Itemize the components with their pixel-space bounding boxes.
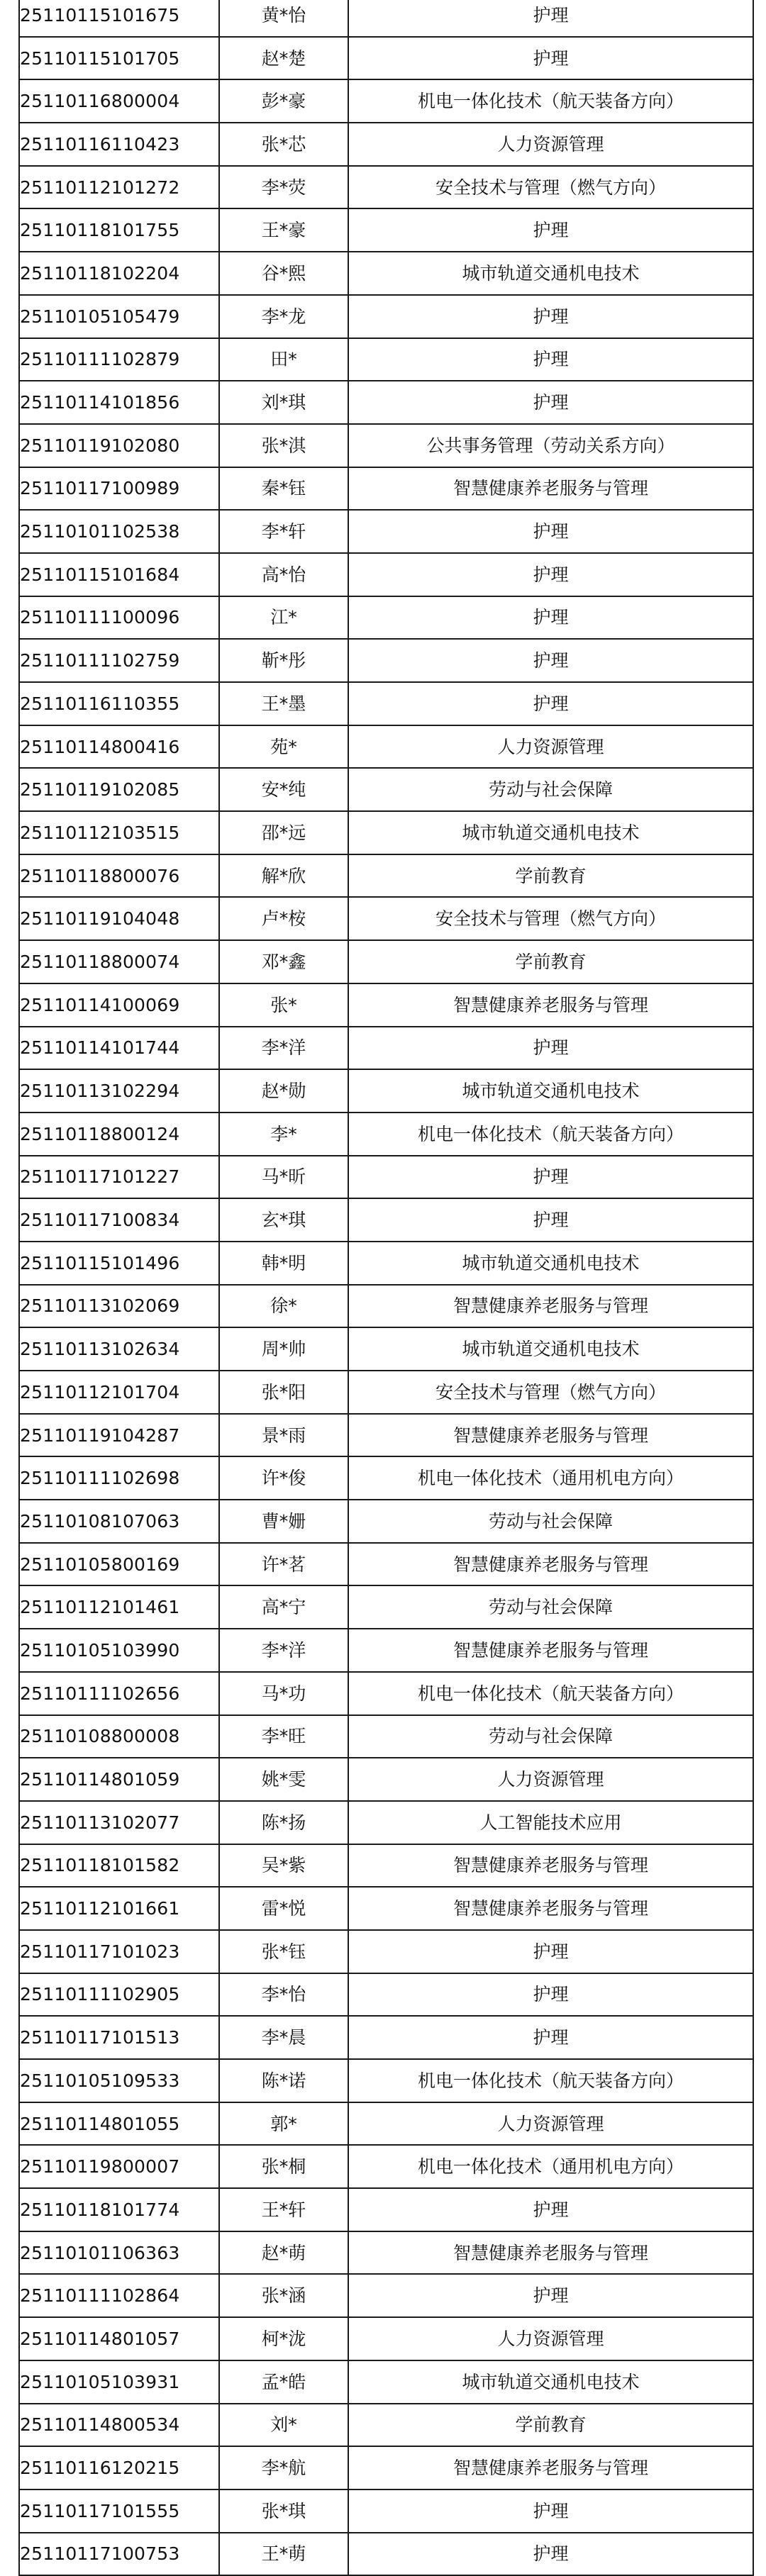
- major-cell: 护理: [348, 596, 753, 640]
- table-row: [19, 811, 753, 854]
- major-cell: 智慧健康养老服务与管理: [348, 1844, 753, 1888]
- table-row: [19, 1156, 753, 1199]
- table-row: [19, 37, 753, 80]
- major-cell: 机电一体化技术（航天装备方向）: [348, 79, 753, 123]
- major-cell: 护理: [348, 208, 753, 252]
- table-row: [19, 768, 753, 811]
- table-row: [19, 2145, 753, 2188]
- student-id-cell: 25110111102879: [19, 338, 219, 381]
- student-id-cell: 25110111100096: [19, 596, 219, 640]
- table-row: [19, 2317, 753, 2360]
- major-cell: 劳动与社会保障: [348, 768, 753, 811]
- major-cell: 护理: [348, 2489, 753, 2533]
- table-row: [19, 0, 753, 37]
- major-cell: 智慧健康养老服务与管理: [348, 1887, 753, 1930]
- student-name-cell: 姚*雯: [219, 1758, 348, 1801]
- student-name-cell: 赵*萌: [219, 2231, 348, 2275]
- major-cell: 护理: [348, 1027, 753, 1070]
- student-name-cell: 王*轩: [219, 2188, 348, 2231]
- major-cell: 机电一体化技术（航天装备方向）: [348, 2059, 753, 2102]
- major-cell: 城市轨道交通机电技术: [348, 252, 753, 295]
- major-cell: 学前教育: [348, 854, 753, 898]
- student-id-cell: 25110105800169: [19, 1543, 219, 1586]
- major-cell: 机电一体化技术（航天装备方向）: [348, 1113, 753, 1156]
- table-row: [19, 1027, 753, 1070]
- table-row: [19, 2404, 753, 2447]
- table-row: [19, 1242, 753, 1285]
- student-name-cell: 曹*姗: [219, 1500, 348, 1543]
- major-cell: 智慧健康养老服务与管理: [348, 1629, 753, 1672]
- student-name-cell: 彭*豪: [219, 79, 348, 123]
- student-id-cell: 25110108107063: [19, 1500, 219, 1543]
- major-cell: 公共事务管理（劳动关系方向）: [348, 424, 753, 467]
- student-id-cell: 25110114800416: [19, 725, 219, 769]
- table-row: [19, 1543, 753, 1586]
- major-cell: 护理: [348, 1930, 753, 1973]
- student-id-cell: 25110114101744: [19, 1027, 219, 1070]
- table-row: [19, 510, 753, 553]
- student-name-cell: 靳*彤: [219, 639, 348, 682]
- table-row: [19, 2446, 753, 2489]
- student-id-cell: 25110114100069: [19, 983, 219, 1027]
- major-cell: 劳动与社会保障: [348, 1715, 753, 1758]
- student-name-cell: 李*洋: [219, 1629, 348, 1672]
- student-name-cell: 王*萌: [219, 2533, 348, 2576]
- student-name-cell: 邵*远: [219, 811, 348, 854]
- table-row: [19, 2188, 753, 2231]
- student-name-cell: 张*: [219, 983, 348, 1027]
- student-id-cell: 25110118101774: [19, 2188, 219, 2231]
- table-row: [19, 725, 753, 769]
- student-id-cell: 25110113102069: [19, 1285, 219, 1328]
- table-row: [19, 424, 753, 467]
- table-row: [19, 1285, 753, 1328]
- student-name-cell: 孟*皓: [219, 2360, 348, 2404]
- student-name-cell: 陈*扬: [219, 1801, 348, 1844]
- table-row: [19, 596, 753, 640]
- student-id-cell: 25110119104287: [19, 1414, 219, 1457]
- student-id-cell: 25110112101461: [19, 1585, 219, 1629]
- student-id-cell: 25110113102634: [19, 1327, 219, 1371]
- major-cell: 安全技术与管理（燃气方向）: [348, 166, 753, 209]
- student-id-cell: 25110114101856: [19, 381, 219, 424]
- major-cell: 机电一体化技术（通用机电方向）: [348, 2145, 753, 2188]
- major-cell: 人力资源管理: [348, 123, 753, 166]
- major-cell: 安全技术与管理（燃气方向）: [348, 1371, 753, 1414]
- table-row: [19, 1844, 753, 1888]
- student-id-cell: 25110117101555: [19, 2489, 219, 2533]
- student-id-cell: 25110118101755: [19, 208, 219, 252]
- student-name-cell: 韩*明: [219, 1242, 348, 1285]
- student-name-cell: 景*雨: [219, 1414, 348, 1457]
- table-row: [19, 2533, 753, 2576]
- table-row: [19, 1327, 753, 1371]
- student-id-cell: 25110118102204: [19, 252, 219, 295]
- table-row: [19, 639, 753, 682]
- major-cell: 护理: [348, 2274, 753, 2317]
- table-row: [19, 2489, 753, 2533]
- table-row: [19, 1198, 753, 1242]
- major-cell: 城市轨道交通机电技术: [348, 811, 753, 854]
- student-name-cell: 张*琪: [219, 2489, 348, 2533]
- student-name-cell: 李*: [219, 1113, 348, 1156]
- table-row: [19, 854, 753, 898]
- table-row: [19, 381, 753, 424]
- major-cell: 安全技术与管理（燃气方向）: [348, 897, 753, 940]
- student-name-cell: 刘*: [219, 2404, 348, 2447]
- student-name-cell: 高*宁: [219, 1585, 348, 1629]
- student-name-cell: 谷*熙: [219, 252, 348, 295]
- table-row: [19, 2274, 753, 2317]
- student-id-cell: 25110112101661: [19, 1887, 219, 1930]
- table-row: [19, 208, 753, 252]
- student-name-cell: 张*淇: [219, 424, 348, 467]
- table-row: [19, 1456, 753, 1500]
- major-cell: 智慧健康养老服务与管理: [348, 983, 753, 1027]
- student-name-cell: 田*: [219, 338, 348, 381]
- student-name-cell: 李*荧: [219, 166, 348, 209]
- table-row: [19, 338, 753, 381]
- table-row: [19, 252, 753, 295]
- student-name-cell: 张*芯: [219, 123, 348, 166]
- table-row: [19, 1414, 753, 1457]
- student-name-cell: 高*怡: [219, 553, 348, 596]
- student-name-cell: 周*帅: [219, 1327, 348, 1371]
- student-name-cell: 赵*楚: [219, 37, 348, 80]
- table-row: [19, 2231, 753, 2275]
- student-name-cell: 李*怡: [219, 1973, 348, 2017]
- major-cell: 机电一体化技术（通用机电方向）: [348, 1456, 753, 1500]
- major-cell: 护理: [348, 2188, 753, 2231]
- student-name-cell: 张*涵: [219, 2274, 348, 2317]
- student-id-cell: 25110116110355: [19, 682, 219, 725]
- student-name-cell: 秦*钰: [219, 467, 348, 511]
- major-cell: 护理: [348, 381, 753, 424]
- table-row: [19, 1585, 753, 1629]
- table-row: [19, 123, 753, 166]
- student-name-cell: 李*旺: [219, 1715, 348, 1758]
- roster-table: [18, 0, 754, 2576]
- table-row: [19, 2102, 753, 2146]
- student-name-cell: 张*阳: [219, 1371, 348, 1414]
- roster-table-body: [19, 0, 753, 2575]
- table-row: [19, 1672, 753, 1715]
- student-id-cell: 25110112103515: [19, 811, 219, 854]
- student-name-cell: 柯*泷: [219, 2317, 348, 2360]
- student-name-cell: 王*墨: [219, 682, 348, 725]
- table-row: [19, 79, 753, 123]
- student-name-cell: 马*昕: [219, 1156, 348, 1199]
- table-row: [19, 682, 753, 725]
- student-id-cell: 25110115101675: [19, 0, 219, 37]
- major-cell: 人力资源管理: [348, 2102, 753, 2146]
- student-id-cell: 25110116120215: [19, 2446, 219, 2489]
- student-id-cell: 25110116110423: [19, 123, 219, 166]
- major-cell: 护理: [348, 553, 753, 596]
- major-cell: 城市轨道交通机电技术: [348, 1069, 753, 1113]
- student-id-cell: 25110105103990: [19, 1629, 219, 1672]
- student-id-cell: 25110117101513: [19, 2016, 219, 2059]
- student-name-cell: 江*: [219, 596, 348, 640]
- student-id-cell: 25110119104048: [19, 897, 219, 940]
- major-cell: 劳动与社会保障: [348, 1500, 753, 1543]
- student-id-cell: 25110117101023: [19, 1930, 219, 1973]
- major-cell: 护理: [348, 682, 753, 725]
- table-row: [19, 897, 753, 940]
- student-name-cell: 陈*诺: [219, 2059, 348, 2102]
- student-id-cell: 25110119102080: [19, 424, 219, 467]
- major-cell: 护理: [348, 2016, 753, 2059]
- student-name-cell: 解*欣: [219, 854, 348, 898]
- student-id-cell: 25110117100989: [19, 467, 219, 511]
- major-cell: 智慧健康养老服务与管理: [348, 2231, 753, 2275]
- student-id-cell: 25110114801059: [19, 1758, 219, 1801]
- table-row: [19, 553, 753, 596]
- table-row: [19, 2059, 753, 2102]
- student-name-cell: 李*龙: [219, 295, 348, 338]
- major-cell: 护理: [348, 295, 753, 338]
- student-id-cell: 25110105105479: [19, 295, 219, 338]
- student-id-cell: 25110119102085: [19, 768, 219, 811]
- major-cell: 护理: [348, 639, 753, 682]
- student-id-cell: 25110111102759: [19, 639, 219, 682]
- table-row: [19, 1371, 753, 1414]
- major-cell: 护理: [348, 0, 753, 37]
- table-row: [19, 1801, 753, 1844]
- student-id-cell: 25110118101582: [19, 1844, 219, 1888]
- student-name-cell: 苑*: [219, 725, 348, 769]
- student-name-cell: 张*桐: [219, 2145, 348, 2188]
- table-row: [19, 1069, 753, 1113]
- major-cell: 智慧健康养老服务与管理: [348, 2446, 753, 2489]
- student-name-cell: 张*钰: [219, 1930, 348, 1973]
- major-cell: 城市轨道交通机电技术: [348, 1327, 753, 1371]
- student-id-cell: 25110113102294: [19, 1069, 219, 1113]
- student-name-cell: 邓*鑫: [219, 940, 348, 983]
- table-row: [19, 1500, 753, 1543]
- student-id-cell: 25110118800124: [19, 1113, 219, 1156]
- table-row: [19, 940, 753, 983]
- student-id-cell: 25110111102656: [19, 1672, 219, 1715]
- student-id-cell: 25110112101704: [19, 1371, 219, 1414]
- student-id-cell: 25110117100753: [19, 2533, 219, 2576]
- student-id-cell: 25110115101705: [19, 37, 219, 80]
- table-row: [19, 1973, 753, 2017]
- major-cell: 城市轨道交通机电技术: [348, 2360, 753, 2404]
- major-cell: 护理: [348, 1973, 753, 2017]
- major-cell: 人力资源管理: [348, 725, 753, 769]
- major-cell: 学前教育: [348, 2404, 753, 2447]
- major-cell: 护理: [348, 1198, 753, 1242]
- student-id-cell: 25110105109533: [19, 2059, 219, 2102]
- major-cell: 护理: [348, 37, 753, 80]
- student-name-cell: 李*晨: [219, 2016, 348, 2059]
- student-id-cell: 25110114801055: [19, 2102, 219, 2146]
- table-row: [19, 2360, 753, 2404]
- major-cell: 人力资源管理: [348, 1758, 753, 1801]
- table-row: [19, 2016, 753, 2059]
- table-row: [19, 1715, 753, 1758]
- student-id-cell: 25110108800008: [19, 1715, 219, 1758]
- student-id-cell: 25110111102905: [19, 1973, 219, 2017]
- major-cell: 智慧健康养老服务与管理: [348, 467, 753, 511]
- student-name-cell: 徐*: [219, 1285, 348, 1328]
- table-row: [19, 295, 753, 338]
- table-row: [19, 1930, 753, 1973]
- major-cell: 劳动与社会保障: [348, 1585, 753, 1629]
- major-cell: 智慧健康养老服务与管理: [348, 1285, 753, 1328]
- major-cell: 人工智能技术应用: [348, 1801, 753, 1844]
- student-name-cell: 李*航: [219, 2446, 348, 2489]
- major-cell: 人力资源管理: [348, 2317, 753, 2360]
- student-name-cell: 赵*勋: [219, 1069, 348, 1113]
- student-id-cell: 25110105103931: [19, 2360, 219, 2404]
- student-name-cell: 吴*紫: [219, 1844, 348, 1888]
- student-id-cell: 25110111102864: [19, 2274, 219, 2317]
- student-id-cell: 25110115101684: [19, 553, 219, 596]
- table-row: [19, 1887, 753, 1930]
- student-name-cell: 安*纯: [219, 768, 348, 811]
- table-row: [19, 467, 753, 511]
- student-name-cell: 黄*怡: [219, 0, 348, 37]
- major-cell: 护理: [348, 338, 753, 381]
- student-name-cell: 李*洋: [219, 1027, 348, 1070]
- student-name-cell: 马*功: [219, 1672, 348, 1715]
- table-row: [19, 166, 753, 209]
- student-name-cell: 玄*琪: [219, 1198, 348, 1242]
- student-id-cell: 25110119800007: [19, 2145, 219, 2188]
- student-id-cell: 25110113102077: [19, 1801, 219, 1844]
- student-id-cell: 25110118800076: [19, 854, 219, 898]
- student-id-cell: 25110111102698: [19, 1456, 219, 1500]
- student-id-cell: 25110115101496: [19, 1242, 219, 1285]
- table-row: [19, 1758, 753, 1801]
- student-id-cell: 25110112101272: [19, 166, 219, 209]
- table-row: [19, 983, 753, 1027]
- student-name-cell: 郭*: [219, 2102, 348, 2146]
- student-id-cell: 25110116800004: [19, 79, 219, 123]
- major-cell: 护理: [348, 1156, 753, 1199]
- student-name-cell: 刘*琪: [219, 381, 348, 424]
- table-row: [19, 1113, 753, 1156]
- student-id-cell: 25110117101227: [19, 1156, 219, 1199]
- student-id-cell: 25110114801057: [19, 2317, 219, 2360]
- major-cell: 智慧健康养老服务与管理: [348, 1543, 753, 1586]
- student-id-cell: 25110114800534: [19, 2404, 219, 2447]
- student-id-cell: 25110117100834: [19, 1198, 219, 1242]
- major-cell: 学前教育: [348, 940, 753, 983]
- major-cell: 护理: [348, 2533, 753, 2576]
- student-id-cell: 25110101106363: [19, 2231, 219, 2275]
- student-id-cell: 25110101102538: [19, 510, 219, 553]
- major-cell: 智慧健康养老服务与管理: [348, 1414, 753, 1457]
- student-name-cell: 许*茗: [219, 1543, 348, 1586]
- student-name-cell: 许*俊: [219, 1456, 348, 1500]
- student-name-cell: 雷*悦: [219, 1887, 348, 1930]
- student-id-cell: 25110118800074: [19, 940, 219, 983]
- major-cell: 城市轨道交通机电技术: [348, 1242, 753, 1285]
- student-name-cell: 卢*桉: [219, 897, 348, 940]
- table-row: [19, 1629, 753, 1672]
- major-cell: 护理: [348, 510, 753, 553]
- student-name-cell: 王*豪: [219, 208, 348, 252]
- major-cell: 机电一体化技术（航天装备方向）: [348, 1672, 753, 1715]
- student-name-cell: 李*轩: [219, 510, 348, 553]
